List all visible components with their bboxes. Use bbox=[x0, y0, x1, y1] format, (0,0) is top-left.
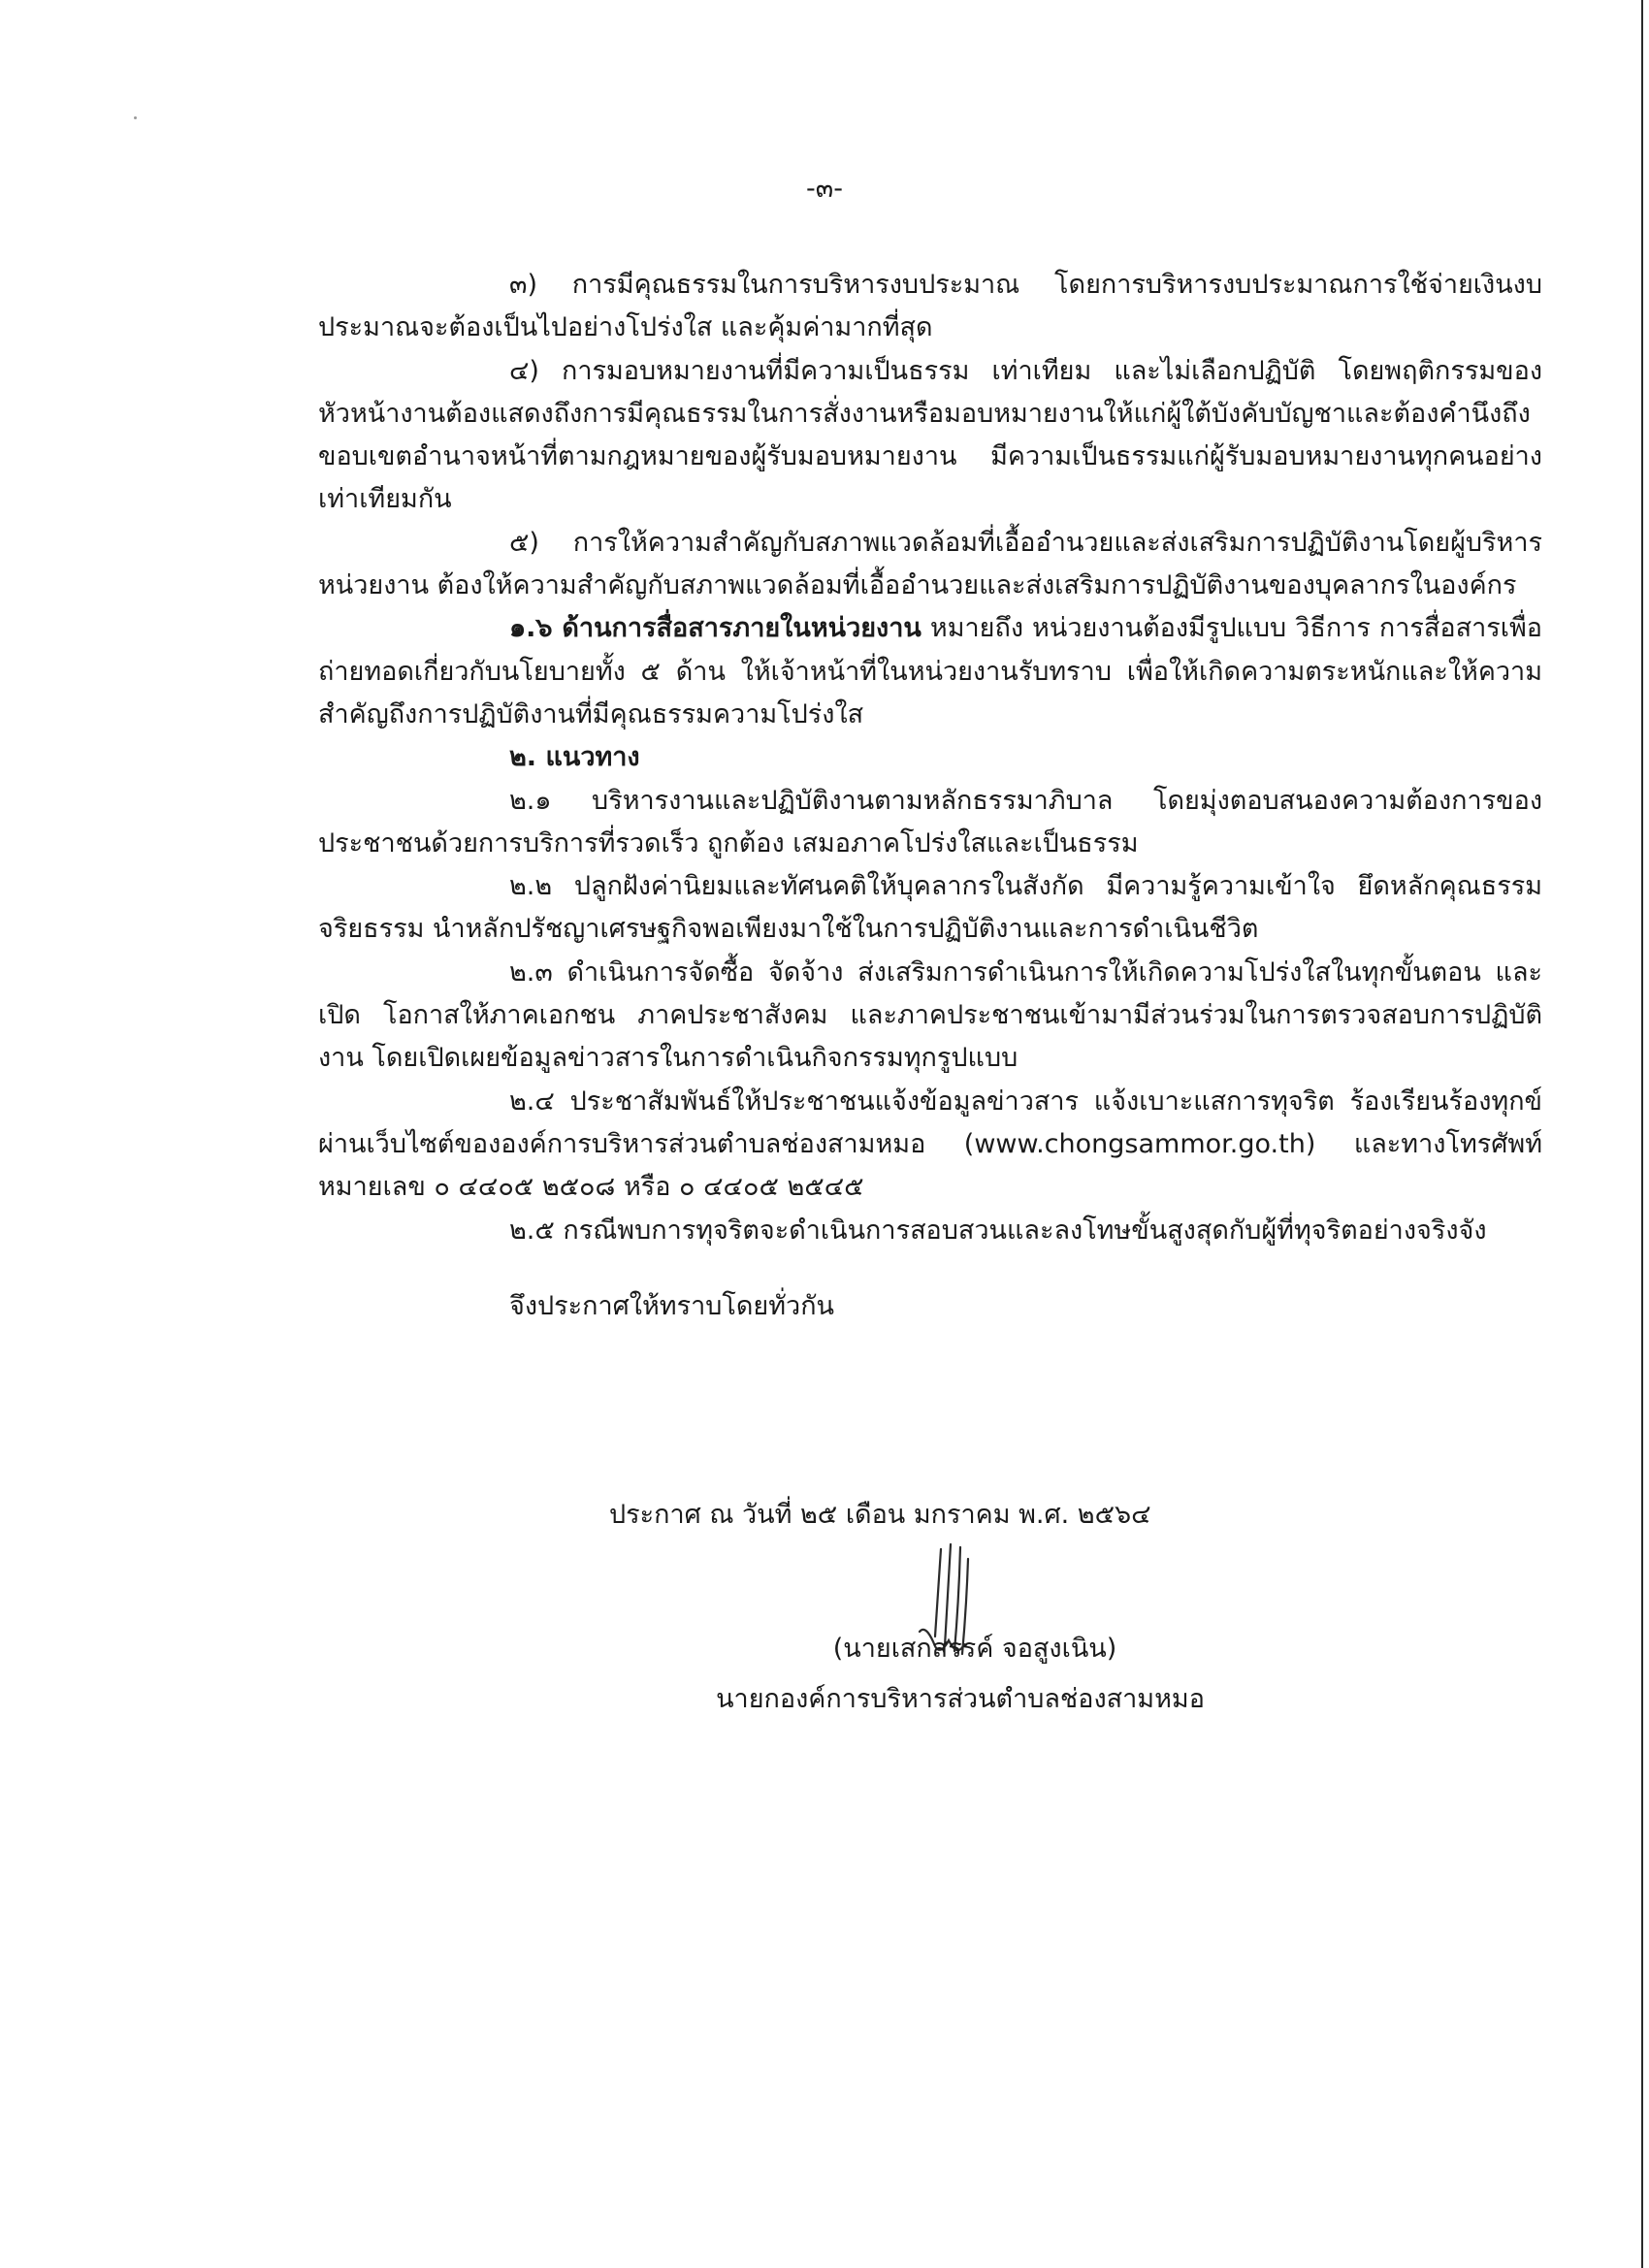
item-1-6-internal-communication bbox=[318, 607, 1542, 736]
closing-statement: จึงประกาศให้ทราบโดยทั่วกัน bbox=[509, 1290, 834, 1321]
spacer bbox=[318, 1252, 1542, 1285]
announcement-date: ประกาศ ณ วันที่ ๒๕ เดือน มกราคม พ.ศ. ๒๕๖๔ bbox=[609, 1500, 1151, 1530]
item-1-6-text: หมายถึง หน่วยงานต้องมีรูปแบบ วิธีการ การสื่อสารเพื่อ ถ่ายทอดเกี่ยวกับนโยบายทั้ง ๕ ด้าน ให้เจ้าหน้าที่ในหน่วยงานรับทราบ เพื่อให้เกิดความตระหนักและให้ความสำคัญถึงการปฏิบัติงานที่มีคุณธรรมความโปร่งใส bbox=[318, 613, 1542, 729]
document-body bbox=[318, 264, 1542, 1328]
item-2-3: ๒.๓ ดำเนินการจัดซื้อ จัดจ้าง ส่งเสริมการดำเนินการให้เกิดความโปร่งใสในทุกขั้นตอน และเปิด โอกาสให้ภาคเอกชน ภาคประชาสังคม และภาคประชาชนเข้ามามีส่วนร่วมในการตรวจสอบการปฏิบัติงาน โดยเปิดเผยข้อมูลข่าวสารในการดำเนินกิจกรรมทุกรูปแบบ bbox=[318, 956, 1542, 1074]
item-2-5: ๒.๕ กรณีพบการทุจริตจะดำเนินการสอบสวนและลงโทษขั้นสูงสุดกับผู้ที่ทุจริตอย่างจริงจัง bbox=[509, 1215, 1487, 1246]
signer-name: (นายเสกสรรค์ จอสูงเนิน) bbox=[832, 1634, 1117, 1664]
item-2-4: ๒.๔ ประชาสัมพันธ์ให้ประชาชนแจ้งข้อมูลข่าวสาร แจ้งเบาะแสการทุจริต ร้องเรียนร้องทุกข์ผ่านเว็บไซต์ขององค์การบริหารส่วนตำบลช่องสามหมอ (www.chongsammor.go.th) และทางโทรศัพท์หมายเลข ๐ ๔๔๐๕ ๒๕๐๘ หรือ ๐ ๔๔๐๕ ๒๕๔๕ bbox=[318, 1085, 1542, 1203]
item-2-1: ๒.๑ บริหารงานและปฏิบัติงานตามหลักธรรมาภิบาล โดยมุ่งตอบสนองความต้องการของประชาชนด้วยการบริการที่รวดเร็ว ถูกต้อง เสมอภาคโปร่งใสและเป็นธรรม bbox=[318, 785, 1542, 859]
scan-edge bbox=[1641, 0, 1643, 2268]
item-1-6-title: ๑.๖ ด้านการสื่อสารภายในหน่วยงาน bbox=[509, 613, 922, 644]
item-2-2: ๒.๒ ปลูกฝังค่านิยมและทัศนคติให้บุคลากรในสังกัด มีความรู้ความเข้าใจ ยึดหลักคุณธรรมจริยธรรม นำหลักปรัชญาเศรษฐกิจพอเพียงมาใช้ในการปฏิบัติงานและการดำเนินชีวิต bbox=[318, 871, 1542, 945]
item-4-fair-assignment: ๔) การมอบหมายงานที่มีความเป็นธรรม เท่าเทียม และไม่เลือกปฏิบัติ โดยพฤติกรรมของหัวหน้างานต้องแสดงถึงการมีคุณธรรมในการสั่งงานหรือมอบหมายงานให้แก่ผู้ใต้บังคับบัญชาและต้องคำนึงถึงขอบเขตอำนาจหน้าที่ตามกฎหมายของผู้รับมอบหมายงาน มีความเป็นธรรมแก่ผู้รับมอบหมายงานทุกคนอย่างเท่าเทียมกัน bbox=[318, 355, 1542, 515]
item-3-budget-integrity: ๓) การมีคุณธรรมในการบริหารงบประมาณ โดยการบริหารงบประมาณการใช้จ่ายเงินงบประมาณจะต้องเป็นไปอย่างโปร่งใส และคุ้มค่ามากที่สุด bbox=[318, 270, 1542, 343]
scan-speck bbox=[134, 116, 137, 119]
signer-position: นายกองค์การบริหารส่วนตำบลช่องสามหมอ bbox=[716, 1684, 1205, 1714]
page-number: -๓- bbox=[806, 174, 843, 204]
section-2-heading: ๒. แนวทาง bbox=[509, 742, 640, 773]
item-5-work-environment: ๕) การให้ความสำคัญกับสภาพแวดล้อมที่เอื้ออำนวยและส่งเสริมการปฏิบัติงานโดยผู้บริหารหน่วยงาน ต้องให้ความสำคัญกับสภาพแวดล้อมที่เอื้ออำนวยและส่งเสริมการปฏิบัติงานของบุคลากรในองค์กร bbox=[318, 527, 1542, 601]
